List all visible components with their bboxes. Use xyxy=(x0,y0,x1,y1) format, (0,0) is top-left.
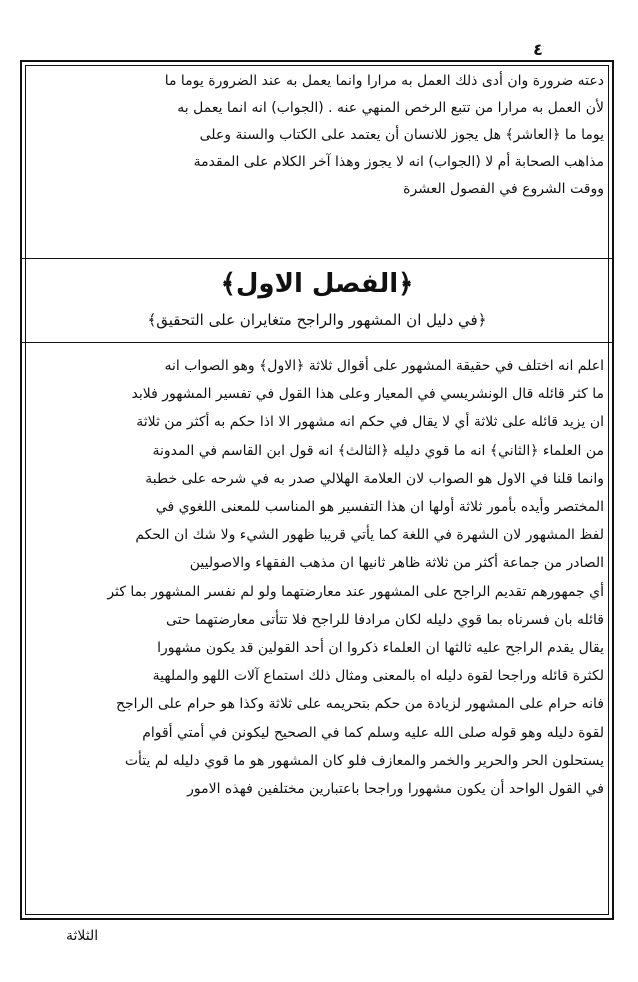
body-line: ما كثر قائله قال الونشريسي في المعيار وعلى هذا القول في تفسير المشهور فلابد xyxy=(131,386,604,403)
body-line: فانه حرام على المشهور لزيادة من حكم بتحريمه على ثلاثة وكذا هو حرام على الراجح xyxy=(115,696,604,713)
body-line: قائله بان فسرناه بما قوي دليله لكان مرادفا للراجح فلا تتأتى معارضتهما حتى xyxy=(165,611,604,628)
catchword: الثلاثة xyxy=(66,928,99,944)
section-divider-bottom xyxy=(22,342,612,343)
section-subheading: ﴿في دليل ان المشهور والراجح متغايران على التحقيق﴾ xyxy=(147,311,487,329)
body-line: ان يزيد قائله على ثلاثة أي لا يقال في حكم انه مشهور الا اذا حكم به أكثر من ثلاثة xyxy=(136,414,604,431)
body-line: لكثرة قائله وراجحا لقوة دليله اه بالمعنى ومثال ذلك استماع آلات اللهو والملهية xyxy=(152,668,604,685)
body-line: من العلماء ﴿الثاني﴾ انه ما قوي دليله ﴿الثالث﴾ انه قول ابن القاسم في المدونة xyxy=(152,442,604,459)
intro-line: مذاهب الصحابة أم لا (الجواب) انه لا يجوز وهذا آخر الكلام على المقدمة xyxy=(193,154,604,170)
intro-line: ووقت الشروع في الفصول العشرة xyxy=(403,181,604,197)
body-line: أي جمهورهم تقديم الراجح على المشهور عند معارضتهما ولو لم نفسر المشهور بما كثر xyxy=(107,583,604,600)
body-line: لقوة دليله وهو قوله صلى الله عليه وسلم كما في الصحيح ليكونن في أمتي أقوام xyxy=(142,724,604,741)
intro-paragraph xyxy=(30,68,604,203)
section-divider-top xyxy=(22,258,612,259)
intro-line: يوما ما ﴿العاشر﴾ هل يجوز للانسان أن يعتمد على الكتاب والسنة وعلى xyxy=(199,127,604,143)
body-line: في القول الواحد أن يكون مشهورا وراجحا باعتبارين مختلفين فهذه الامور xyxy=(187,781,604,798)
body-line: يقال يقدم الراجح عليه ثالثها ان العلماء ذكروا ان أحد القولين قد يكون مشهورا xyxy=(157,640,604,657)
body-line: وانما قلنا في الاول هو الصواب لان العلامة الهلالي صدر به في شرحه على خطبة xyxy=(145,470,604,487)
page-frame xyxy=(20,60,614,920)
body-line: اعلم انه اختلف في حقيقة المشهور على أقوال ثلاثة ﴿الاول﴾ وهو الصواب انه xyxy=(164,358,604,374)
body-line: يستحلون الحر والحرير والخمر والمعازف فلو كان المشهور هو ما قوي دليله لم يتأت xyxy=(124,752,604,769)
body-line: المختصر وأيده بأمور ثلاثة أولها ان هذا التفسير هو المناسب للمعنى اللغوي في xyxy=(155,499,604,516)
intro-line: لأن العمل به مرارا من تتبع الرخص المنهي عنه . (الجواب) انه انما يعمل به xyxy=(177,100,604,116)
body-line: الصادر من جماعة أكثر من ثلاثة ظاهر ثانيها ان مذهب الفقهاء والاصوليين xyxy=(189,555,604,572)
page-number: ٤ xyxy=(533,40,543,59)
body-paragraph xyxy=(30,352,604,803)
section-heading: ﴿الفصل الاول﴾ xyxy=(220,269,414,299)
body-line: لفظ المشهور لان الشهرة في اللغة كما يأتي قريبا ظهور الشيء ولا شك ان الحكم xyxy=(135,527,604,544)
intro-line: دعته ضرورة وان أدى ذلك العمل به مرارا وانما يعمل به عند الضرورة يوما ما xyxy=(164,73,604,89)
